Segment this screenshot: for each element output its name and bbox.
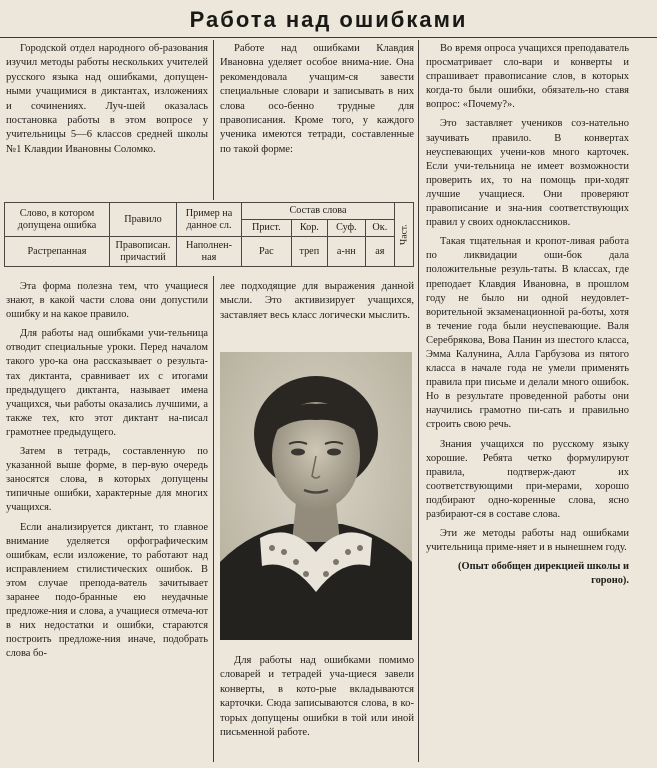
paragraph: Знания учащихся по русскому языку хорошие. Ребята четко формулируют правила, подтверж-дают их соответствующими при-мерами, хорошо подбирают одно-коренные слова, ясно разбирают-ся в составе слова.: [426, 438, 629, 520]
header-word: Слово, в котором допущена ошибка: [5, 203, 110, 237]
headline-rule: [0, 37, 657, 38]
paragraph: Работе над ошибками Клавдия Ивановна уделяет особое внима-ние. Она рекомендовала учащим-ся завести специальные словари и записывать в них слова осо-бенно трудные для правописания. Кроме того, у каждого ученика имеются тетради, составленные по такой форме:: [220, 43, 414, 155]
header-example: Пример на данное сл.: [177, 203, 242, 237]
header-rule: Правило: [110, 203, 177, 237]
paragraph: Такая тщательная и кропот-ливая работа по ликвидации оши-бок дала положительные резуль-таты. В классах, где преподает Клавдия Ивановна, в прошлом году не было ни одной неудовлет-ворительной экзаменационной ра-боты, хотя в течение года были неуспевающие. Валя Серебрякова, Вова Панин из шестого класса, Эмма Калунина, Алла Гарбузова из пятого класса в начале года не умели применять правила при письме и делали много ошибок. Но в результате проведенной работы они научились грамотно пи-сать и правильно строить свою речь.: [426, 236, 629, 431]
column-rule-3: [213, 276, 214, 762]
header-part: Част.: [395, 203, 414, 267]
cell-prefix: Рас: [242, 237, 292, 267]
paragraph: Для работы над ошибками помимо словарей и тетрадей уча-щиеся завели конверты, в кото-рые вкладываются карточки. Сюда записываются слова, в ко-торых допущены ошибки в той или иной письменной работе.: [220, 655, 414, 739]
error-notebook-table: [4, 202, 414, 267]
paragraph: Затем в тетрадь, составленную по указанной выше форме, в пер-вую очередь заносятся слова, в которых допущены типичные ошибки, характерные для многих учащихся.: [6, 446, 208, 514]
column-2-intro: [220, 42, 414, 157]
header-prefix: Прист.: [242, 220, 292, 237]
paragraph: Городской отдел народного об-разования изучил методы работы нескольких учителей русского языка над ошибками, допущен-ными учащимися в диктантах, изложениях и сочинениях. Луч-шей оказалась постановка работы в этом вопросе у учительницы 5—6 классов средней школы №1 Клавдии Ивановны Соломко.: [6, 43, 208, 155]
cell-ending: ая: [365, 237, 394, 267]
header-root: Кор.: [291, 220, 327, 237]
paragraph: Если анализируется диктант, то главное внимание уделяется орфографическим ошибкам, если изложение, то работают над исправлением стилистических ошибок. В этом случае препода-ватель зачитывает заранее подо-бранные ею неудачные предложе-ния и слова, а учащиеся отмеча-ют в них недостатки и ошибки, стараются построить предложе-ния иначе, подобрать слова бо-: [6, 521, 208, 660]
article-headline: Работа над ошибками: [189, 7, 468, 32]
header-suffix: Суф.: [328, 220, 366, 237]
portrait-illustration: [220, 352, 412, 640]
cell-word: Растрепанная: [5, 237, 110, 267]
header-ending: Ок.: [365, 220, 394, 237]
column-2-envelopes: [220, 654, 414, 740]
signature: (Опыт обобщен дирекцией школы и гороно).: [458, 561, 629, 586]
paragraph: Во время опроса учащихся преподаватель просматривает сло-вари и конверты и спрашивает правописание слов, в которых когда-то были ошибки, обязатель-но ставя вопрос: «Почему?».: [426, 43, 629, 111]
column-1-intro: [6, 42, 208, 157]
column-3-body: [426, 42, 629, 587]
paragraph: Эти же методы работы над ошибками учительница приме-няет и в нынешнем году.: [426, 528, 629, 554]
cell-example: Наполнен-ная: [177, 237, 242, 267]
column-rule-2: [418, 40, 419, 762]
column-rule-1: [213, 40, 214, 200]
header-composition: Состав слова: [242, 203, 395, 220]
cell-rule: Правописан. причастий: [110, 237, 177, 267]
teacher-portrait-photo: [220, 352, 412, 640]
column-1-body: [6, 280, 208, 661]
column-2-continuation: [220, 280, 414, 323]
paragraph: Это заставляет учеников соз-нательно заучивать правило. В конвертах неуспевающих учени-ков много карточек. Если учи-тельница не имеет возможности проверить их, то на помощь при-ходят лучшие учащиеся. Они проверяют правописание и зна-ния соответствующих правил у своих одноклассников.: [426, 118, 629, 229]
paragraph: лее подходящие для выражения данной мысли. Это активизирует учащихся, заставляет весь класс логически мыслить.: [220, 281, 414, 321]
paragraph: Эта форма полезна тем, что учащиеся знают, в какой части слова они допустили ошибку и на какое правило.: [6, 281, 208, 321]
cell-root: треп: [291, 237, 327, 267]
paragraph: Для работы над ошибками учи-тельница отводит специальные уроки. Перед началом такого уро-ка она рассказывает о результа-тах диктанта, сравнивает их с итогами предыдущего диктанта, называет имена учащихся, чьи работы оказались лучшими, а также тех, кто этот диктант на-писал грамотнее предыдущего.: [6, 328, 208, 438]
cell-suffix: а-нн: [328, 237, 366, 267]
